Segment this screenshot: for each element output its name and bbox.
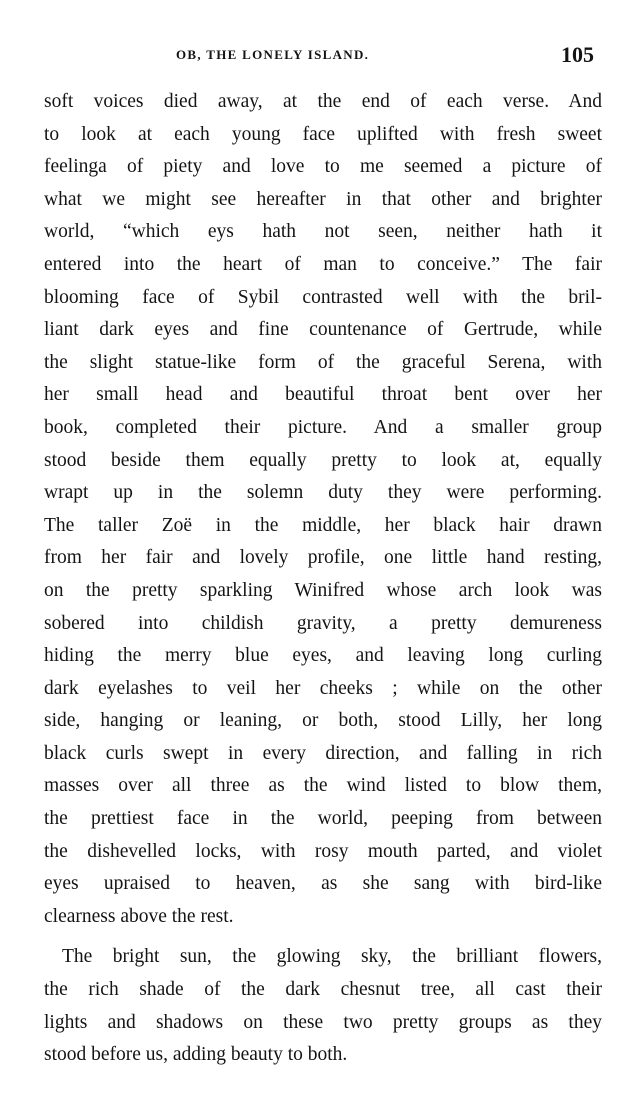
text-line: entered into the heart of man to conceive.” The fair [44, 253, 602, 275]
text-line: blooming face of Sybil contrasted well with the bril- [44, 286, 602, 308]
text-line: liant dark eyes and fine countenance of Gertrude, while [44, 319, 602, 341]
text-line: masses over all three as the wind listed to blow them, [44, 775, 602, 797]
body-text [44, 86, 602, 1072]
text-line: stood before us, adding beauty to both. [44, 1044, 348, 1066]
running-title: OB, THE LONELY ISLAND. [176, 47, 370, 62]
paragraph [44, 86, 602, 933]
text-line: world, “which eys hath not seen, neither hath it [44, 221, 602, 243]
text-line: stood beside them equally pretty to look at, equally [44, 449, 602, 471]
text-line: book, completed their picture. And a smaller group [44, 416, 602, 438]
text-line: The taller Zoë in the middle, her black hair drawn [44, 514, 602, 536]
text-line: side, hanging or leaning, or both, stood Lilly, her long [44, 710, 602, 732]
text-line: on the pretty sparkling Winifred whose arch look was [44, 579, 602, 601]
text-line: eyes upraised to heaven, as she sang with bird-like [44, 873, 602, 895]
text-line: her small head and beautiful throat bent over her [44, 384, 602, 406]
paragraph-gap [44, 933, 602, 941]
text-line: sobered into childish gravity, a pretty demureness [44, 612, 602, 634]
paragraph [44, 941, 602, 1071]
text-line: clearness above the rest. [44, 905, 234, 927]
running-header [0, 42, 638, 72]
page-number: 105 [561, 42, 594, 67]
text-line: from her fair and lovely profile, one little hand resting, [44, 547, 602, 569]
text-line: what we might see hereafter in that other and brighter [44, 188, 602, 210]
text-line: hiding the merry blue eyes, and leaving long curling [44, 645, 602, 667]
text-line: dark eyelashes to veil her cheeks ; while on the other [44, 677, 602, 699]
text-line: the rich shade of the dark chesnut tree, all cast their [44, 979, 602, 1001]
text-line: black curls swept in every direction, and falling in rich [44, 742, 602, 764]
text-line: lights and shadows on these two pretty groups as they [44, 1011, 602, 1033]
text-line: soft voices died away, at the end of each verse. And [44, 91, 602, 112]
text-line: to look at each young face uplifted with fresh sweet [44, 123, 602, 145]
text-line: The bright sun, the glowing sky, the brilliant flowers, [62, 946, 602, 968]
text-line: the prettiest face in the world, peeping from between [44, 808, 602, 830]
text-line: feelinga of piety and love to me seemed a picture of [44, 156, 602, 178]
text-line: wrapt up in the solemn duty they were performing. [44, 482, 602, 504]
text-line: the slight statue-like form of the graceful Serena, with [44, 351, 602, 373]
text-line: the dishevelled locks, with rosy mouth parted, and violet [44, 840, 602, 862]
